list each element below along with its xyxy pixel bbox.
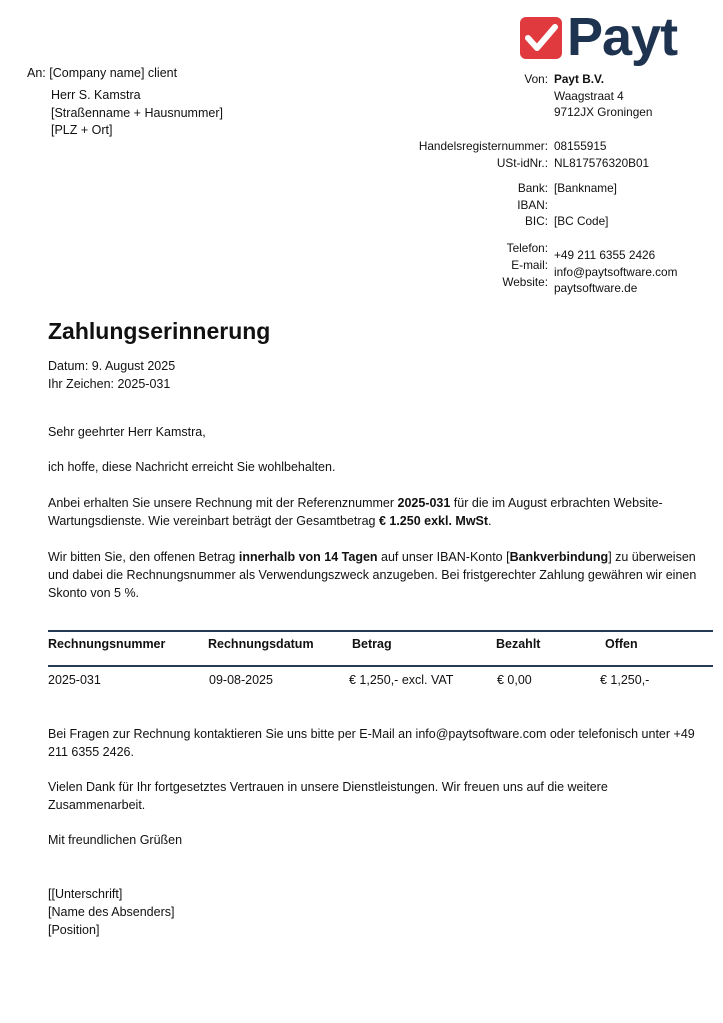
bank-label: Bank: xyxy=(517,181,548,195)
closing: Mit freundlichen Grüßen xyxy=(48,833,183,847)
phone-label: Telefon: xyxy=(506,241,548,255)
bank-labels xyxy=(348,180,548,230)
th-invoice-number: Rechnungsnummer xyxy=(48,637,166,651)
contact-labels xyxy=(348,240,548,291)
paragraph-questions: Bei Fragen zur Rechnung kontaktieren Sie uns bitte per E-Mail an info@paytsoftware.com oder telefonisch unter +49 211 6355 2426. xyxy=(48,727,695,759)
p3-deadline: innerhalb von 14 Tagen xyxy=(238,550,378,564)
signature-placeholder: [[Unterschrift] xyxy=(48,887,123,901)
website-value: paytsoftware.de xyxy=(554,281,638,295)
payt-logo xyxy=(519,7,679,72)
p2-text-a: Anbei erhalten Sie unsere Rechnung mit der Referenznummer xyxy=(48,496,398,510)
cell-open: € 1,250,- xyxy=(600,673,650,687)
paragraph-request xyxy=(48,548,716,602)
table-top-rule xyxy=(48,630,713,632)
th-paid: Bezahlt xyxy=(496,637,541,651)
hr-label: Handelsregisternummer: xyxy=(418,139,548,153)
p3-text-e: ] zu überweisen und dabei die Rechnungsnummer als Verwendungszweck anzugeben. Bei fristgerechter Zahlung gewähren wir einen Skonto von 5 %. xyxy=(48,550,697,600)
bank-values xyxy=(554,180,617,230)
website-label: Website: xyxy=(502,275,548,289)
th-open: Offen xyxy=(605,637,638,651)
registry-values xyxy=(554,138,649,171)
position-placeholder: [Position] xyxy=(48,923,100,937)
von-label: Von: xyxy=(524,72,548,86)
p3-text-a: Wir bitten Sie, den offenen Betrag xyxy=(48,550,239,564)
p2-reference: 2025-031 xyxy=(397,496,451,510)
paragraph-intro: ich hoffe, diese Nachricht erreicht Sie wohlbehalten. xyxy=(48,460,336,474)
recipient-address xyxy=(51,87,223,140)
bank-value: [Bankname] xyxy=(554,181,617,195)
signature-block xyxy=(48,885,174,939)
recipient-street: [Straßenname + Hausnummer] xyxy=(51,105,223,120)
recipient-city: [PLZ + Ort] xyxy=(51,123,113,137)
paragraph-invoice xyxy=(48,494,716,530)
cell-paid: € 0,00 xyxy=(497,673,532,687)
bic-value: [BC Code] xyxy=(554,214,609,228)
doc-meta xyxy=(48,357,175,393)
logo-wordmark: Payt xyxy=(567,7,678,67)
doc-date: Datum: 9. August 2025 xyxy=(48,359,176,373)
paragraph-thanks: Vielen Dank für Ihr fortgesetztes Vertrauen in unsere Dienstleistungen. Wir freuen uns auf die weitere Zusammenarbeit. xyxy=(48,780,608,812)
email-value: info@paytsoftware.com xyxy=(554,264,678,279)
sender-address xyxy=(554,71,652,121)
email-label: E-mail: xyxy=(511,258,548,272)
salutation: Sehr geehrter Herr Kamstra, xyxy=(48,425,206,439)
page-title: Zahlungserinnerung xyxy=(48,318,271,344)
p3-bank: Bankverbindung xyxy=(509,550,609,564)
th-amount: Betrag xyxy=(352,637,392,651)
sender-street: Waagstraat 4 xyxy=(554,88,624,103)
th-invoice-date: Rechnungsdatum xyxy=(208,637,314,651)
p2-text-e: . xyxy=(488,514,492,528)
bic-label: BIC: xyxy=(525,214,548,228)
iban-value xyxy=(554,197,617,214)
cell-amount: € 1,250,- excl. VAT xyxy=(349,673,454,687)
sender-city: 9712JX Groningen xyxy=(554,105,653,119)
p2-text-c: für die im August erbrachten Website-Wartungsdienste. Wie vereinbart beträgt der Gesamtbetrag xyxy=(48,496,663,528)
iban-label: IBAN: xyxy=(517,197,548,212)
recipient-prefix: An: xyxy=(27,66,46,80)
p2-total: € 1.250 exkl. MwSt xyxy=(378,514,489,528)
recipient-company: [Company name] client xyxy=(49,66,178,80)
cell-invoice-date: 09-08-2025 xyxy=(209,673,273,687)
p3-text-c: auf unser IBAN-Konto [ xyxy=(377,550,510,564)
sender-company: Payt B.V. xyxy=(554,72,605,86)
phone-value: +49 211 6355 2426 xyxy=(554,248,656,262)
contact-values xyxy=(554,247,677,297)
checkmark-icon xyxy=(519,16,563,60)
sender-name-placeholder: [Name des Absenders] xyxy=(48,905,175,919)
registry-labels xyxy=(248,138,548,171)
recipient-block xyxy=(27,65,177,82)
doc-reference: Ihr Zeichen: 2025-031 xyxy=(48,377,171,391)
ust-label: USt-idNr.: xyxy=(496,155,548,170)
cell-invoice-number: 2025-031 xyxy=(48,673,101,687)
hr-value: 08155915 xyxy=(554,139,607,153)
ust-value: NL817576320B01 xyxy=(554,155,650,170)
table-header-rule xyxy=(48,665,713,667)
recipient-name: Herr S. Kamstra xyxy=(51,88,141,102)
